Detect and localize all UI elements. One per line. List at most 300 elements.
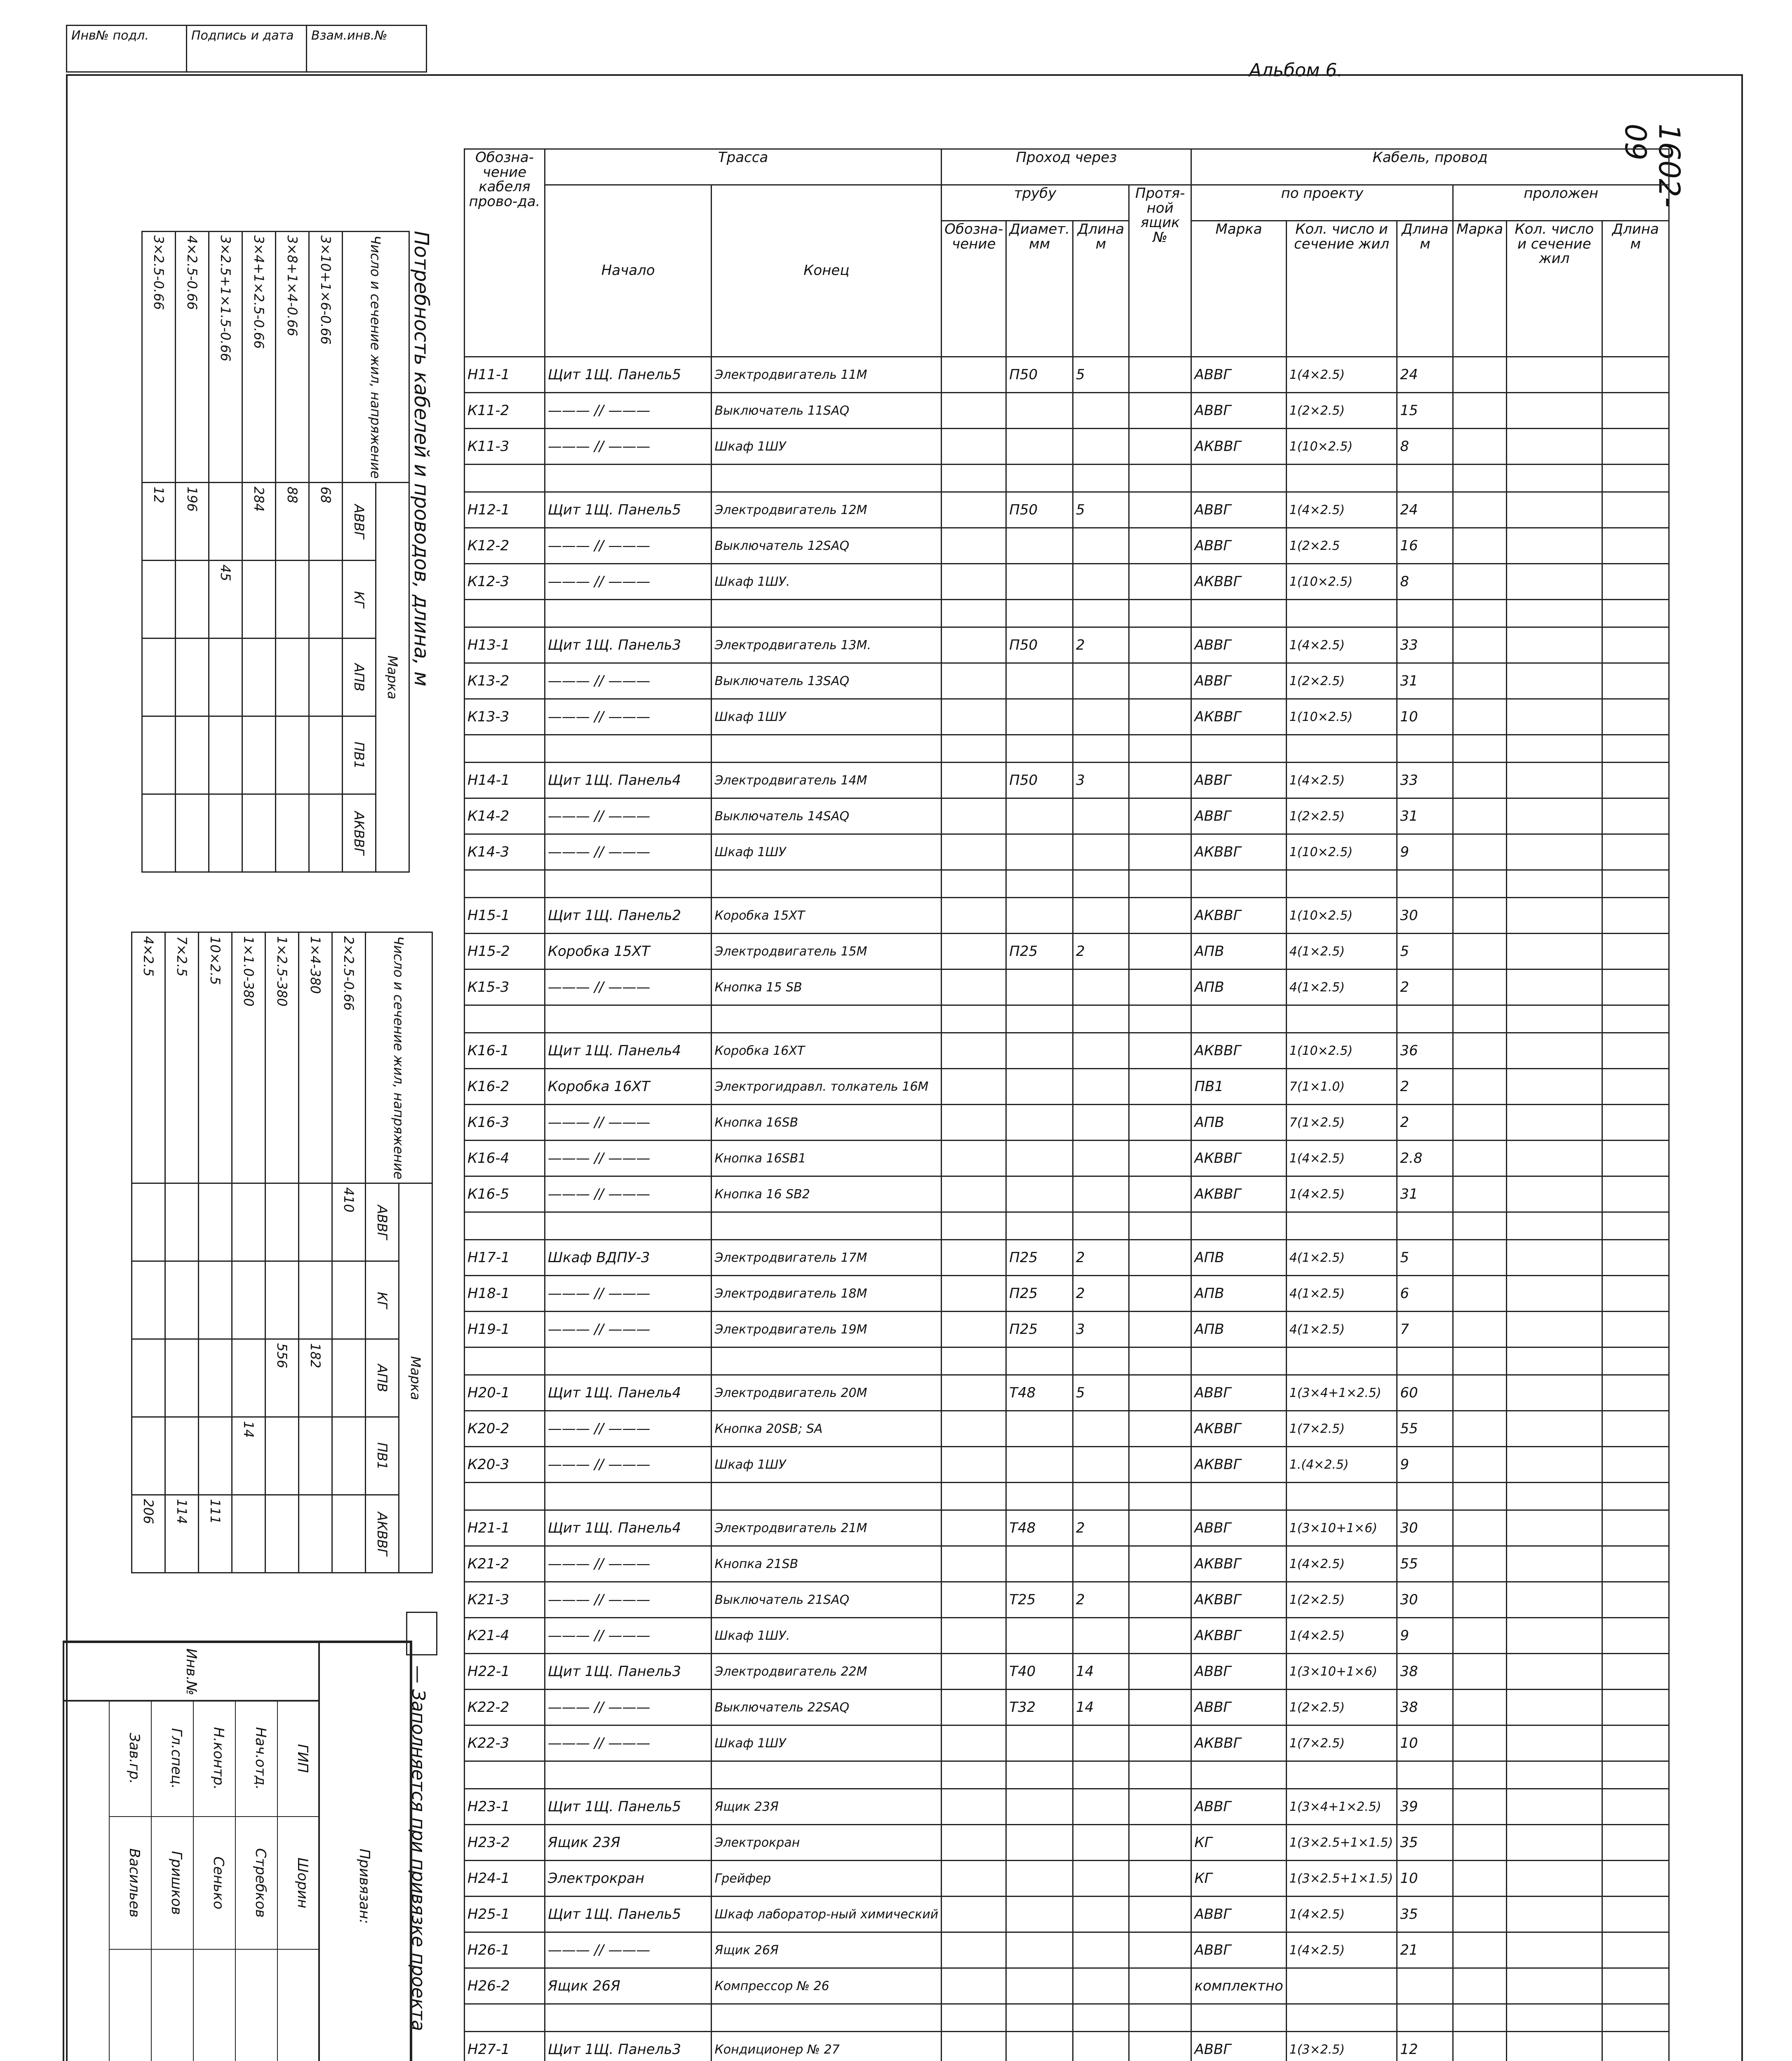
table-row [465,1212,1669,1240]
role: Гл.спец. [152,1701,193,1817]
table-cell [1602,1347,1669,1375]
table-cell [1073,898,1129,934]
table-cell: К13-2 [465,663,545,699]
table-cell: 24 [1397,357,1453,393]
table-cell: 31 [1397,1176,1453,1212]
table-cell [1506,1005,1602,1033]
cable-demand-summary-1 [141,231,433,873]
table-cell [1506,1240,1602,1276]
summary2-brand-head: Марка [399,1183,432,1573]
table-cell [1602,1968,1669,2004]
table-cell [1397,735,1453,763]
table-row [465,627,1669,663]
table-row [465,1240,1669,1276]
summary-cell: 410 [332,1183,366,1261]
table-cell [1073,1105,1129,1141]
table-cell [465,735,545,763]
table-cell: АКВВГ [1191,1033,1286,1069]
table-cell [1073,1897,1129,1932]
table-cell [1073,1968,1129,2004]
table-cell [1602,1312,1669,1347]
table-cell [1129,600,1191,627]
role: Зав.гр. [110,1701,151,1817]
table-cell [1506,1861,1602,1897]
table-cell [942,393,1006,429]
table-cell [1602,1005,1669,1033]
table-cell [1602,870,1669,898]
table-cell [1453,663,1506,699]
table-cell: Электрогидравл. толкатель 16М [712,1069,942,1105]
inv-label: Инв.№ [183,1648,200,1695]
table-cell [1397,600,1453,627]
table-cell [1073,1483,1129,1510]
table-cell: 5 [1073,1375,1129,1411]
table-cell: 1(4×2.5) [1286,1932,1397,1968]
table-cell [1506,1447,1602,1483]
table-cell: Шкаф 1ШУ [712,834,942,870]
table-cell [1453,1276,1506,1312]
table-cell: АВВГ [1191,1375,1286,1411]
table-cell: П25 [1006,1276,1073,1312]
table-cell: Электродвигатель 21М [712,1510,942,1546]
summary-cell: 3×2.5-0.66 [142,232,176,483]
summary-row [176,232,209,872]
table-cell [1006,1789,1073,1825]
summary-cell [265,1261,299,1339]
table-cell: АВВГ [1191,1690,1286,1725]
table-cell [1073,1212,1129,1240]
table-cell [1191,1212,1286,1240]
table-cell [1506,492,1602,528]
table-cell [1506,1411,1602,1447]
table-cell [1397,1347,1453,1375]
table-cell [1453,1690,1506,1725]
table-cell [1506,465,1602,492]
table-cell [1602,969,1669,1005]
table-row [465,1932,1669,1968]
table-cell [942,1968,1006,2004]
table-cell: Выключатель 22SAQ [712,1690,942,1725]
table-cell: АВВГ [1191,528,1286,564]
table-cell [1397,870,1453,898]
table-cell [1602,798,1669,834]
table-cell [1506,1347,1602,1375]
table-cell: К16-2 [465,1069,545,1105]
table-cell: 2 [1397,969,1453,1005]
summary-title: Потребность кабелей и проводов, длина, м [410,231,433,687]
table-cell [1397,1483,1453,1510]
table-cell [1506,1069,1602,1105]
summary-cell [232,1495,265,1573]
table-cell: 33 [1397,627,1453,663]
table-cell [545,735,712,763]
table-cell [1129,1176,1191,1212]
table-cell [1006,969,1073,1005]
table-cell [1453,798,1506,834]
header-length-laid: Длина м [1602,221,1669,357]
table-cell [1129,465,1191,492]
table-cell [942,1212,1006,1240]
table-cell [942,735,1006,763]
table-cell [1286,1968,1397,2004]
table-cell [1506,870,1602,898]
table-cell [1453,1375,1506,1411]
table-cell: ——— // ——— [545,798,712,834]
header-box: Протя-ной ящик № [1129,185,1191,357]
brand-header: АКВВГ [366,1495,399,1573]
table-cell [942,1761,1006,1789]
table-cell [1073,465,1129,492]
table-row [465,798,1669,834]
table-row [465,1546,1669,1582]
table-cell [1397,1968,1453,2004]
summary-cell [176,794,209,872]
table-cell: АКВВГ [1191,1618,1286,1654]
table-cell: К21-4 [465,1618,545,1654]
table-row [465,1618,1669,1654]
table-cell: Н23-2 [465,1825,545,1861]
table-cell: 1(2×2.5) [1286,1690,1397,1725]
table-cell [1506,1141,1602,1176]
summary-cell [299,1261,332,1339]
table-cell [465,465,545,492]
table-cell: К16-3 [465,1105,545,1141]
table-cell: Грейфер [712,1861,942,1897]
header-route: Трасса [545,149,941,185]
table-cell: АВВГ [1191,1654,1286,1690]
table-cell [1073,663,1129,699]
summary-row [132,932,165,1573]
summary-cell: 14 [232,1417,265,1495]
table-row [465,1141,1669,1176]
table-cell [942,1447,1006,1483]
table-cell [1129,735,1191,763]
table-cell: П50 [1006,357,1073,393]
table-cell [712,1005,942,1033]
table-cell [1506,663,1602,699]
table-cell [1073,429,1129,465]
header-route-start: Начало [545,185,712,357]
table-cell: П25 [1006,1312,1073,1347]
summary-cell [276,638,309,716]
table-cell: Кнопка 21SB [712,1546,942,1582]
summary-cell [309,716,343,794]
table-cell [1129,1825,1191,1861]
table-cell [942,969,1006,1005]
summary-cell: 7×2.5 [165,932,199,1183]
table-cell: АКВВГ [1191,1582,1286,1618]
table-cell [1073,2032,1129,2061]
table-cell [1286,1005,1397,1033]
table-cell [1506,1932,1602,1968]
table-cell [1129,1861,1191,1897]
summary-cell [142,638,176,716]
table-cell [712,1483,942,1510]
table-cell: комплектно [1191,1968,1286,2004]
table-row [465,1276,1669,1312]
table-cell: 1(7×2.5) [1286,1725,1397,1761]
table-cell: Щит 1Щ. Панель3 [545,1654,712,1690]
summary-cell [309,794,343,872]
table-cell [1453,1761,1506,1789]
table-cell: Щит 1Щ. Панель4 [545,1375,712,1411]
table-cell: АКВВГ [1191,1176,1286,1212]
table-cell [942,564,1006,600]
summary-cell [199,1417,232,1495]
summary-cell: 88 [276,483,309,561]
table-cell [1191,465,1286,492]
table-cell [712,735,942,763]
table-cell: 35 [1397,1825,1453,1861]
table-cell [712,1347,942,1375]
table-cell [1506,1582,1602,1618]
table-cell [1191,870,1286,898]
table-cell: АКВВГ [1191,1141,1286,1176]
cable-demand-summary-2 [131,932,433,1573]
table-cell [942,1725,1006,1761]
table-cell: Электродвигатель 13М. [712,627,942,663]
table-row [465,1825,1669,1861]
summary2-col-head: Число и сечение жил, напряжение [366,932,432,1183]
table-cell: ——— // ——— [545,699,712,735]
table-cell [1073,1789,1129,1825]
table-cell: 9 [1397,1618,1453,1654]
table-cell: 1.(4×2.5) [1286,1447,1397,1483]
table-cell [1602,2004,1669,2032]
table-cell [545,1212,712,1240]
brand-header: АПВ [366,1339,399,1417]
table-cell: АВВГ [1191,1897,1286,1932]
table-cell [942,1654,1006,1690]
table-cell [465,1347,545,1375]
table-cell [1453,1968,1506,2004]
name: Васильев [110,1817,151,1950]
table-cell [942,2032,1006,2061]
table-cell [1129,1375,1191,1411]
name: Шорин [278,1817,319,1950]
table-cell [942,1105,1006,1141]
table-cell [1453,1005,1506,1033]
table-cell: К20-3 [465,1447,545,1483]
table-cell: Коробка 15ХТ [712,898,942,934]
table-cell [942,1861,1006,1897]
brand-header: КГ [343,561,376,638]
table-cell: АПВ [1191,1312,1286,1347]
table-cell [1453,934,1506,969]
table-cell: 60 [1397,1375,1453,1411]
table-cell: 14 [1073,1690,1129,1725]
table-cell: Шкаф 1ШУ [712,1447,942,1483]
table-cell [942,600,1006,627]
table-cell [942,2004,1006,2032]
table-cell [1129,1069,1191,1105]
table-cell: 8 [1397,429,1453,465]
table-cell [942,1069,1006,1105]
table-cell: Щит 1Щ. Панель4 [545,1510,712,1546]
table-cell [1129,1411,1191,1447]
summary-cell [242,638,276,716]
table-cell [942,1176,1006,1212]
table-cell: 3 [1073,1312,1129,1347]
table-row [465,1725,1669,1761]
table-cell: Т48 [1006,1510,1073,1546]
table-cell [942,465,1006,492]
table-cell [1506,1725,1602,1761]
table-cell: Щит 1Щ. Панель4 [545,1033,712,1069]
table-cell [1073,834,1129,870]
table-cell: 7 [1397,1312,1453,1347]
table-cell: 55 [1397,1546,1453,1582]
signatures-block [63,1700,320,2061]
table-cell [1602,393,1669,429]
name: Стребков [236,1817,277,1950]
brand-header: АПВ [343,638,376,716]
summary-cell [209,483,242,561]
summary-cell [332,1339,366,1417]
table-cell [545,1347,712,1375]
summary-cell [232,1339,265,1417]
table-cell: АВВГ [1191,1789,1286,1825]
table-cell [1602,1483,1669,1510]
table-cell: 8 [1397,564,1453,600]
table-cell [1602,735,1669,763]
table-cell [1602,1276,1669,1312]
table-cell [1506,1483,1602,1510]
table-cell: ——— // ——— [545,1105,712,1141]
table-cell [1506,798,1602,834]
table-row [465,1312,1669,1347]
header-pipe-diameter: Диамет. мм [1006,221,1073,357]
table-cell: К22-2 [465,1690,545,1725]
table-cell: Н14-1 [465,763,545,798]
summary-cell [332,1261,366,1339]
table-cell [465,1483,545,1510]
table-cell [1073,393,1129,429]
table-cell [1506,1690,1602,1725]
table-cell [1397,1761,1453,1789]
table-cell: Шкаф лаборатор-ный химический [712,1897,942,1932]
summary-cell [276,716,309,794]
cable-journal-table [464,148,1670,2061]
table-cell [1453,528,1506,564]
header-pipe-designation: Обозна-чение [942,221,1006,357]
table-cell: Щит 1Щ. Панель3 [545,2032,712,2061]
table-cell [942,1347,1006,1375]
table-cell [1602,699,1669,735]
table-cell [942,1240,1006,1276]
table-cell [1006,1033,1073,1069]
table-cell [942,1825,1006,1861]
table-cell [1129,1005,1191,1033]
table-row [465,663,1669,699]
table-row [465,600,1669,627]
table-cell [1129,663,1191,699]
table-cell [1602,1654,1669,1690]
header-cores: Кол. число и сечение жил [1286,221,1397,357]
table-cell [1453,1654,1506,1690]
table-cell: АПВ [1191,1276,1286,1312]
table-cell [1602,1932,1669,1968]
summary-cell: 10×2.5 [199,932,232,1183]
table-row [465,1033,1669,1069]
table-cell [1129,357,1191,393]
table-cell [1506,1618,1602,1654]
header-cable: Кабель, провод [1191,149,1669,185]
table-row [465,969,1669,1005]
table-cell [1506,600,1602,627]
table-cell [1129,393,1191,429]
table-cell [1506,1968,1602,2004]
table-row [465,1483,1669,1510]
table-cell: АКВВГ [1191,834,1286,870]
signature-row [151,1701,193,2061]
table-cell [942,1690,1006,1725]
table-cell [1506,934,1602,969]
table-cell [1129,1510,1191,1546]
header-length: Длина м [1397,221,1453,357]
table-cell [1602,2032,1669,2061]
table-cell: АКВВГ [1191,1447,1286,1483]
table-cell: Электродвигатель 19М [712,1312,942,1347]
table-cell [1506,1789,1602,1825]
table-cell: КГ [1191,1861,1286,1897]
signature-row [109,1701,151,2061]
header-through: Проход через [942,149,1191,185]
table-cell [1129,1968,1191,2004]
table-cell [942,429,1006,465]
table-row [465,1582,1669,1618]
table-cell: 10 [1397,699,1453,735]
table-cell: Н26-1 [465,1932,545,1968]
table-cell: 7(1×1.0) [1286,1069,1397,1105]
summary-cell [299,1417,332,1495]
album-label: Альбом 6. [1249,60,1343,81]
summary-cell: 4×2.5 [132,932,165,1183]
table-cell: Н24-1 [465,1861,545,1897]
summary-cell [299,1495,332,1573]
name: Сенько [194,1817,235,1950]
table-cell: Ящик 23Я [712,1789,942,1825]
table-cell [1006,1546,1073,1582]
table-cell: 1(4×2.5) [1286,1897,1397,1932]
table-cell [1129,1105,1191,1141]
table-cell [1129,1690,1191,1725]
table-cell [1453,492,1506,528]
table-cell [1453,465,1506,492]
summary-cell [265,1495,299,1573]
tie-in-field [318,1642,411,2061]
table-cell [1397,1212,1453,1240]
table-cell [1602,1582,1669,1618]
table-cell [1453,1546,1506,1582]
table-cell: 1(7×2.5) [1286,1411,1397,1447]
table-cell: АКВВГ [1191,1411,1286,1447]
table-cell [1073,1141,1129,1176]
table-row [465,429,1669,465]
table-cell: Н17-1 [465,1240,545,1276]
table-row [465,492,1669,528]
table-row [465,898,1669,934]
summary-row [199,932,232,1573]
table-cell [465,2004,545,2032]
table-cell [1073,600,1129,627]
summary-cell: 1×2.5-380 [265,932,299,1183]
table-cell: Коробка 16ХТ [545,1069,712,1105]
table-cell [1506,1033,1602,1069]
stamp-cell: Подпись и дата [187,26,307,71]
table-cell: Коробка 15ХТ [545,934,712,969]
table-cell [1453,1932,1506,1968]
